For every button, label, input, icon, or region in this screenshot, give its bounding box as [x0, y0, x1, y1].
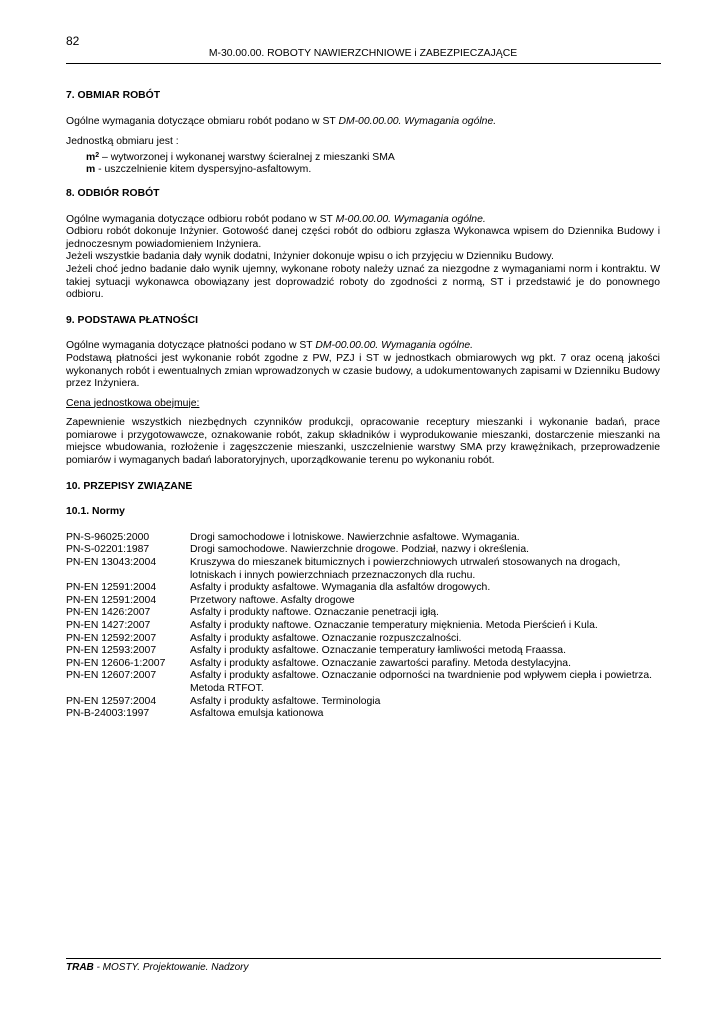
section-8-heading: 8. ODBIÓR ROBÓT: [66, 187, 160, 199]
footer-brand: TRAB: [66, 962, 94, 973]
unit-m-text: - uszczelnienie kitem dyspersyjno-asfaltowym.: [95, 164, 312, 176]
norm-title: Asfaltowa emulsja kationowa: [190, 708, 324, 720]
norm-row: [66, 645, 660, 658]
section-8-general-ref: M-00.00.00. Wymagania ogólne.: [335, 213, 486, 225]
section-9-heading: 9. PODSTAWA PŁATNOŚCI: [66, 314, 199, 326]
norm-title: Przetwory naftowe. Asfalty drogowe: [190, 594, 355, 606]
unit-m-symbol: m: [86, 164, 96, 176]
section-9-general: [66, 340, 660, 353]
footer-text: - MOSTY. Projektowanie. Nadzory: [93, 962, 249, 973]
norm-title: Drogi samochodowe. Nawierzchnie drogowe. Podział, nazwy i określenia.: [190, 544, 530, 556]
norm-code: PN-EN 12593:2007: [66, 645, 157, 657]
norm-row: [66, 620, 660, 633]
norm-row: [66, 582, 660, 595]
norm-title: Asfalty i produkty asfaltowe. Oznaczanie odporności na twardnienie pod wpływem ciepła i powietrza. Metoda RTFOT.: [190, 670, 653, 694]
section-8-general: [66, 214, 660, 227]
unit-price-heading: Cena jednostkowa obejmuje:: [66, 397, 200, 409]
norm-row: [66, 708, 660, 721]
footer-rule: [66, 958, 661, 959]
norm-row: [66, 696, 660, 709]
norms-table: [66, 532, 660, 721]
unit-m2-text: – wytworzonej i wykonanej warstwy ścieralnej z mieszanki SMA: [99, 151, 395, 163]
norm-title: Drogi samochodowe i lotniskowe. Nawierzchnie asfaltowe. Wymagania.: [190, 531, 520, 543]
section-8-para-3: Jeżeli choć jedno badanie dało wynik ujemny, wykonane roboty należy uznać za niezgodne z wymaganiami norm i kontraktu. W takiej sytuacji wykonawca obowiązany jest doprowadzić roboty do zgodności z normą, ST i przedstawić je do ponownego odbioru.: [66, 263, 660, 301]
norm-row: [66, 633, 660, 646]
norm-title: Asfalty i produkty asfaltowe. Wymagania dla asfaltów drogowych.: [190, 582, 491, 594]
section-10-heading: 10. PRZEPISY ZWIĄZANE: [66, 480, 193, 492]
section-8-general-text: Ogólne wymagania dotyczące odbioru robót podano w ST: [66, 213, 336, 225]
section-9-general-ref: DM-00.00.00. Wymagania ogólne.: [315, 340, 474, 352]
norm-row: [66, 595, 660, 608]
norm-code: PN-S-02201:1987: [66, 544, 150, 556]
norm-code: PN-EN 1427:2007: [66, 620, 151, 631]
section-7-general-text: Ogólne wymagania dotyczące obmiaru robót podano w ST: [66, 115, 339, 127]
document-body: [66, 90, 660, 721]
unit-m: [66, 164, 660, 177]
unit-m2-exponent: 2: [95, 151, 100, 159]
norm-code: PN-EN 12597:2004: [66, 695, 157, 707]
norm-code: PN-EN 12606-1:2007: [66, 657, 166, 669]
section-8-para-1: Odbioru robót dokonuje Inżynier. Gotowość danej części robót do odbioru zgłasza Wykonawca wpisem do Dziennika Budowy i jednoczesnym powiadomieniem Inżyniera.: [66, 226, 660, 250]
norm-code: PN-EN 12591:2004: [66, 582, 157, 594]
norm-row: [66, 607, 660, 620]
section-9-para-1: Podstawą płatności jest wykonanie robót zgodne z PW, PZJ i ST w jednostkach obmiarowych wg pkt. 7 oraz oceną jakości wykonanych robót i ewentualnych zmian wprowadzonych w czasie budowy, a udokumentowanych zapisami w Dzienniku Budowy przez Inżyniera.: [66, 352, 660, 390]
norm-code: PN-EN 12607:2007: [66, 670, 157, 682]
running-header: M-30.00.00. ROBOTY NAWIERZCHNIOWE i ZABEZPIECZAJĄCE: [208, 48, 518, 59]
norm-code: PN-EN 13043:2004: [66, 557, 157, 569]
norm-title: Asfalty i produkty asfaltowe. Oznaczanie temperatury łamliwości metodą Fraassa.: [190, 645, 566, 657]
norm-title: Asfalty i produkty asfaltowe. Oznaczanie rozpuszczalności.: [190, 632, 462, 644]
norm-row: [66, 544, 660, 557]
norm-code: PN-B-24003:1997: [66, 708, 150, 720]
norm-title: Asfalty i produkty naftowe. Oznaczanie penetracji igłą.: [190, 607, 439, 619]
norm-title: Kruszywa do mieszanek bitumicznych i powierzchniowych utrwaleń stosowanych na drogach, lotniskach i innych powierzchniach przeznaczonych dla ruchu.: [190, 557, 621, 581]
norm-row: [66, 670, 660, 695]
norm-row: [66, 658, 660, 671]
norm-code: PN-EN 12591:2004: [66, 594, 157, 606]
footer: [66, 962, 248, 973]
section-8-para-2: Jeżeli wszystkie badania dały wynik dodatni, Inżynier dokonuje wpisu o ich przyjęciu w Dzienniku Budowy.: [66, 251, 554, 263]
units-intro: Jednostką obmiaru jest :: [66, 136, 179, 148]
norm-code: PN-EN 1426:2007: [66, 607, 151, 619]
norm-row: [66, 532, 660, 545]
norm-code: PN-S-96025:2000: [66, 531, 150, 543]
unit-m2: [66, 152, 660, 165]
page-number: 82: [66, 34, 80, 48]
norm-title: Asfalty i produkty naftowe. Oznaczanie temperatury mięknienia. Metoda Pierścień i Kula.: [190, 620, 598, 631]
section-7-heading: 7. OBMIAR ROBÓT: [66, 90, 161, 101]
unit-m2-symbol: m: [86, 151, 96, 163]
norm-code: PN-EN 12592:2007: [66, 632, 157, 644]
section-10-1-heading: 10.1. Normy: [66, 506, 125, 518]
header-rule: [66, 63, 661, 64]
section-9-general-text: Ogólne wymagania dotyczące płatności podano w ST: [66, 340, 316, 352]
section-9-para-2: Zapewnienie wszystkich niezbędnych czynników produkcji, opracowanie receptury mieszanki i wykonanie badań, prace pomiarowe i przygotowawcze, oznakowanie robót, zakup składników i wyprodukowanie mieszanki, dostarczenie mieszanki na miejsce wbudowania, rozłożenie i zagęszczenie mieszanki, uszczelnienie warstwy SMA przy krawężnikach, przeprowadzenie pomiarów i wymaganych badań laboratoryjnych, uporządkowanie terenu po wykonaniu robót.: [66, 417, 660, 467]
norm-row: [66, 557, 660, 582]
norm-title: Asfalty i produkty asfaltowe. Oznaczanie zawartości parafiny. Metoda destylacyjna.: [190, 657, 571, 669]
norm-title: Asfalty i produkty asfaltowe. Terminologia: [190, 695, 381, 707]
section-7-general: [66, 116, 660, 129]
section-7-general-ref: DM-00.00.00. Wymagania ogólne.: [338, 115, 497, 127]
